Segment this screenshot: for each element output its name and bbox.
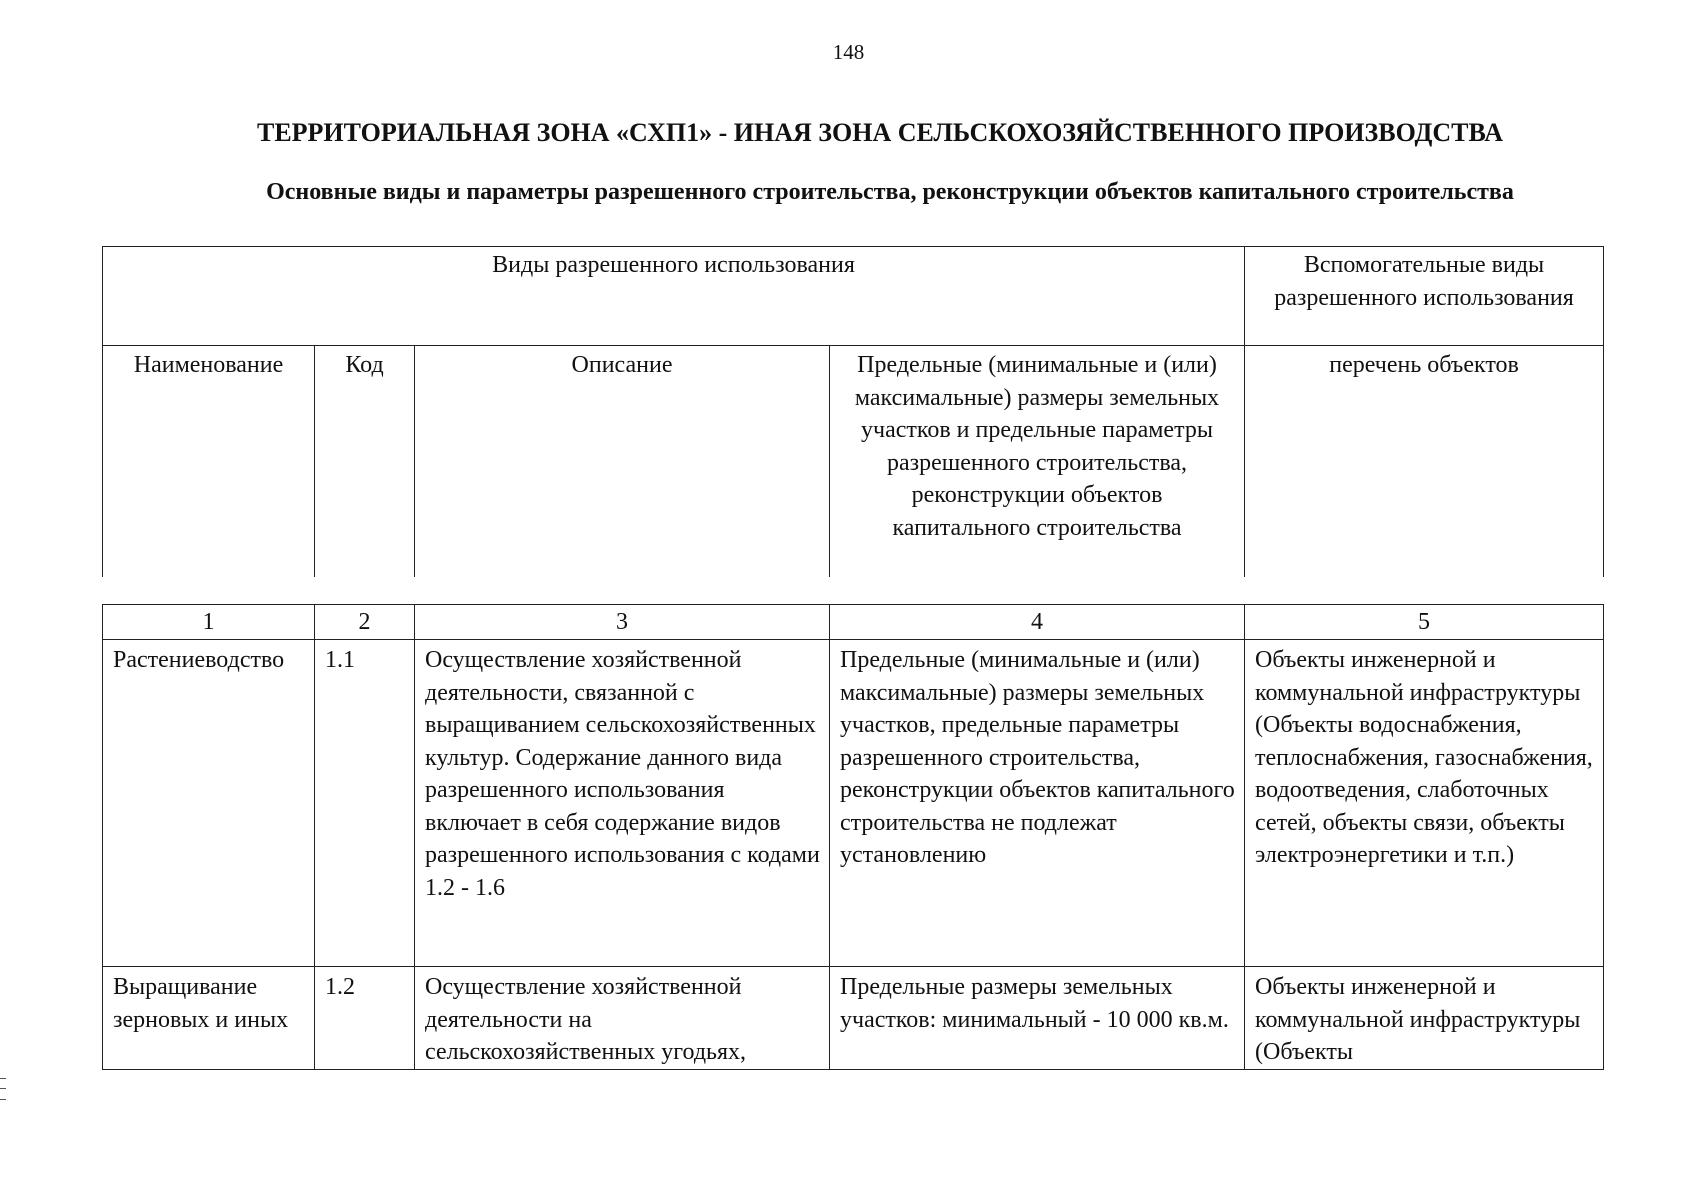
header-aux-group: Вспомогательные виды разрешенного использования	[1245, 247, 1604, 346]
header-col-params: Предельные (минимальные и (или) максимальные) размеры земельных участков и предельные параметры разрешенного строительства, реконструкции объектов капитального строительства	[830, 346, 1245, 578]
col-number: 5	[1245, 605, 1604, 640]
cell-desc: Осуществление хозяйственной деятельности на сельскохозяйственных угодьях,	[415, 967, 830, 1070]
header-col-code: Код	[315, 346, 415, 578]
cell-params: Предельные размеры земельных участков: минимальный - 10 000 кв.м.	[830, 967, 1245, 1070]
header-col-name: Наименование	[103, 346, 315, 578]
cell-params: Предельные (минимальные и (или) максимальные) размеры земельных участков, предельные параметры разрешенного строительства, реконструкции объектов капитального строительства не подлежат установлению	[830, 640, 1245, 967]
cell-code: 1.2	[315, 967, 415, 1070]
cell-desc: Осуществление хозяйственной деятельности, связанной с выращиванием сельскохозяйственных культур. Содержание данного вида разрешенного использования включает в себя содержание видов разрешенного использования с кодами 1.2 - 1.6	[415, 640, 830, 967]
cell-aux: Объекты инженерной и коммунальной инфраструктуры (Объекты	[1245, 967, 1604, 1070]
section-subtitle: Основные виды и параметры разрешенного строительства, реконструкции объектов капитального строительства	[266, 179, 1514, 205]
data-table	[102, 604, 1604, 1070]
cell-code: 1.1	[315, 640, 415, 967]
page-number: 148	[832, 40, 865, 64]
cell-aux: Объекты инженерной и коммунальной инфраструктуры (Объекты водоснабжения, теплоснабжения, газоснабжения, водоотведения, слаботочных сетей, объекты связи, объекты электроэнергетики и т.п.)	[1245, 640, 1604, 967]
header-col-aux: перечень объектов	[1245, 346, 1604, 578]
scan-edge-mark	[0, 1078, 6, 1100]
column-number-row	[103, 605, 1604, 640]
col-number: 1	[103, 605, 315, 640]
col-number: 3	[415, 605, 830, 640]
table-row	[103, 640, 1604, 967]
cell-name: Выращивание зерновых и иных	[103, 967, 315, 1070]
col-number: 4	[830, 605, 1245, 640]
cell-name: Растениеводство	[103, 640, 315, 967]
header-col-desc: Описание	[415, 346, 830, 578]
col-number: 2	[315, 605, 415, 640]
table-row	[103, 967, 1604, 1070]
header-main-group: Виды разрешенного использования	[103, 247, 1245, 346]
zone-title: ТЕРРИТОРИАЛЬНАЯ ЗОНА «СХП1» - ИНАЯ ЗОНА СЕЛЬСКОХОЗЯЙСТВЕННОГО ПРОИЗВОДСТВА	[256, 118, 1504, 147]
header-table	[102, 246, 1604, 577]
